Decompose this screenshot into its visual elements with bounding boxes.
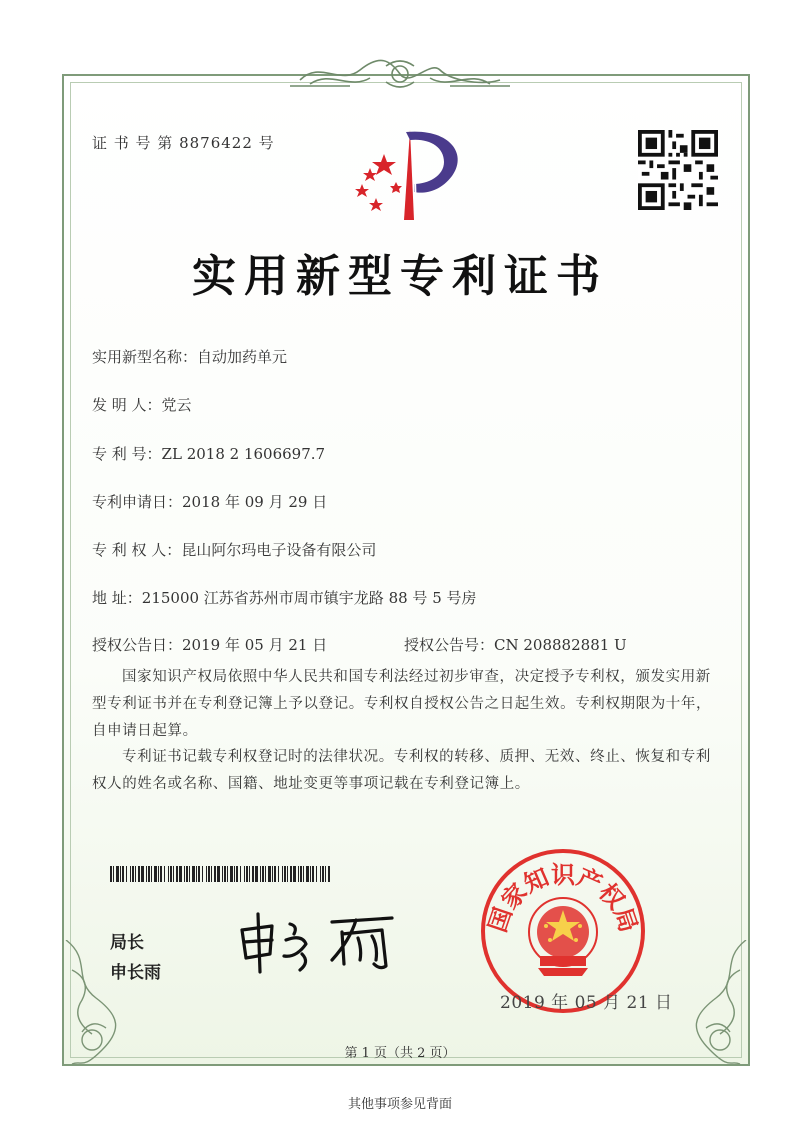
barcode-bar — [310, 866, 311, 882]
barcode-bar — [130, 866, 131, 882]
barcode-bar — [290, 866, 292, 882]
barcode-bar — [170, 866, 172, 882]
field-label: 地 址： — [92, 589, 142, 607]
director-signature-icon — [232, 910, 412, 976]
field-value: 党云 — [161, 396, 192, 414]
barcode-bar — [176, 866, 178, 882]
barcode-bar — [186, 866, 188, 882]
barcode-bar — [151, 866, 152, 882]
barcode-bar — [234, 866, 235, 882]
field-grant-number — [404, 634, 627, 655]
barcode-bar — [252, 866, 254, 882]
barcode-bar — [230, 866, 233, 882]
barcode-bar — [316, 866, 317, 882]
certificate-title: 实用新型专利证书 — [192, 251, 608, 302]
field-label: 授权公告日： — [92, 636, 183, 654]
barcode-bar — [132, 866, 134, 882]
barcode-bar — [227, 866, 228, 882]
qr-code-icon[interactable] — [638, 130, 718, 210]
field-label: 发 明 人： — [92, 396, 162, 414]
field-label: 专利申请日： — [92, 493, 183, 511]
barcode-bar — [293, 866, 296, 882]
field-patent-number — [92, 443, 325, 464]
barcode-bar — [284, 866, 286, 882]
barcode-bar — [141, 866, 144, 882]
certificate-number: 证 书 号 第 8876422 号 — [92, 134, 275, 152]
barcode-bar — [282, 866, 283, 882]
field-value: 2018 年 09 月 29 日 — [182, 493, 328, 511]
barcode-bar — [122, 866, 124, 882]
field-label: 授权公告号： — [404, 636, 495, 654]
barcode-bar — [298, 866, 299, 882]
field-value: 2019 年 05 月 21 日 — [182, 636, 328, 654]
barcode-bar — [110, 866, 112, 882]
official-title: 局长 — [110, 933, 144, 953]
barcode-bar — [160, 866, 162, 882]
field-label: 专 利 号： — [92, 445, 162, 463]
seal-text: 国家知识产权局 — [483, 861, 643, 936]
barcode-bar — [262, 866, 264, 882]
field-label: 专 利 权 人： — [92, 541, 182, 559]
barcode-bar — [113, 866, 114, 882]
barcode-bar — [265, 866, 266, 882]
barcode-bar — [224, 866, 226, 882]
barcode-bar — [328, 866, 330, 882]
barcode-bar — [325, 866, 326, 882]
field-value: CN 208882881 U — [494, 636, 627, 654]
barcode-bar — [255, 866, 258, 882]
barcode-bar — [272, 866, 273, 882]
barcode-bar — [306, 866, 309, 882]
barcode-bar — [198, 866, 200, 882]
barcode-bar — [146, 866, 147, 882]
barcode-bar — [202, 866, 203, 882]
barcode-bar — [320, 866, 321, 882]
field-filing-date — [92, 491, 327, 512]
field-utility-model-name — [92, 346, 287, 367]
field-address — [92, 587, 477, 608]
barcode-bar — [189, 866, 190, 882]
field-patentee — [92, 539, 376, 560]
barcode-bar — [246, 866, 248, 882]
barcode-bar — [168, 866, 169, 882]
barcode-bar — [300, 866, 302, 882]
barcode-bar — [244, 866, 245, 882]
barcode-bar — [116, 866, 119, 882]
barcode-bar — [274, 866, 276, 882]
barcode-bar — [173, 866, 174, 882]
barcode-bar — [303, 866, 304, 882]
barcode-bar — [192, 866, 195, 882]
field-value: 自动加药单元 — [197, 348, 288, 366]
top-ornament-icon — [290, 56, 510, 92]
barcode-bar — [208, 866, 210, 882]
barcode-bar — [154, 866, 157, 882]
field-inventor — [92, 394, 192, 415]
footer-note: 其他事项参见背面 — [347, 1097, 452, 1112]
field-value: ZL 2018 2 1606697.7 — [161, 445, 326, 463]
seal-date: 2019 年 05 月 21 日 — [500, 993, 673, 1013]
field-label: 实用新型名称： — [92, 348, 198, 366]
barcode-bar — [268, 866, 271, 882]
barcode-bar — [196, 866, 197, 882]
barcode-bar — [179, 866, 182, 882]
barcode-bar — [260, 866, 261, 882]
barcode-bar — [287, 866, 288, 882]
page-number: 第 1 页（共 2 页） — [344, 1046, 456, 1061]
barcode-bar — [120, 866, 121, 882]
field-value: 昆山阿尔玛电子设备有限公司 — [181, 541, 377, 559]
barcode-bar — [206, 866, 207, 882]
barcode-bar — [211, 866, 212, 882]
field-grant-date — [92, 634, 327, 655]
barcode-bar — [158, 866, 159, 882]
barcode-bar — [184, 866, 185, 882]
patent-office-emblem-icon — [340, 124, 470, 224]
barcode-bar — [217, 866, 220, 882]
barcode-bar — [164, 866, 165, 882]
barcode-bar — [278, 866, 279, 882]
official-name: 申长雨 — [110, 963, 161, 983]
barcode-bar — [214, 866, 216, 882]
barcode-bar — [148, 866, 150, 882]
barcode-bar — [222, 866, 223, 882]
barcode-bar — [249, 866, 250, 882]
barcode-icon — [110, 866, 334, 882]
barcode-bar — [126, 866, 127, 882]
body-paragraph-2: 专利证书记载专利权登记时的法律状况。专利权的转移、质押、无效、终止、恢复和专利权人的姓名或名称、国籍、地址变更等事项记载在专利登记簿上。 — [92, 749, 711, 792]
barcode-bar — [322, 866, 324, 882]
body-paragraph-1: 国家知识产权局依照中华人民共和国专利法经过初步审查，决定授予专利权，颁发实用新型专利证书并在专利登记簿上予以登记。专利权自授权公告之日起生效。专利权期限为十年，自申请日起算。 — [92, 669, 712, 739]
barcode-bar — [312, 866, 314, 882]
barcode-bar — [236, 866, 238, 882]
barcode-bar — [240, 866, 241, 882]
barcode-bar — [138, 866, 140, 882]
field-value: 215000 江苏省苏州市周市镇宇龙路 88 号 5 号房 — [141, 589, 477, 607]
barcode-bar — [135, 866, 136, 882]
